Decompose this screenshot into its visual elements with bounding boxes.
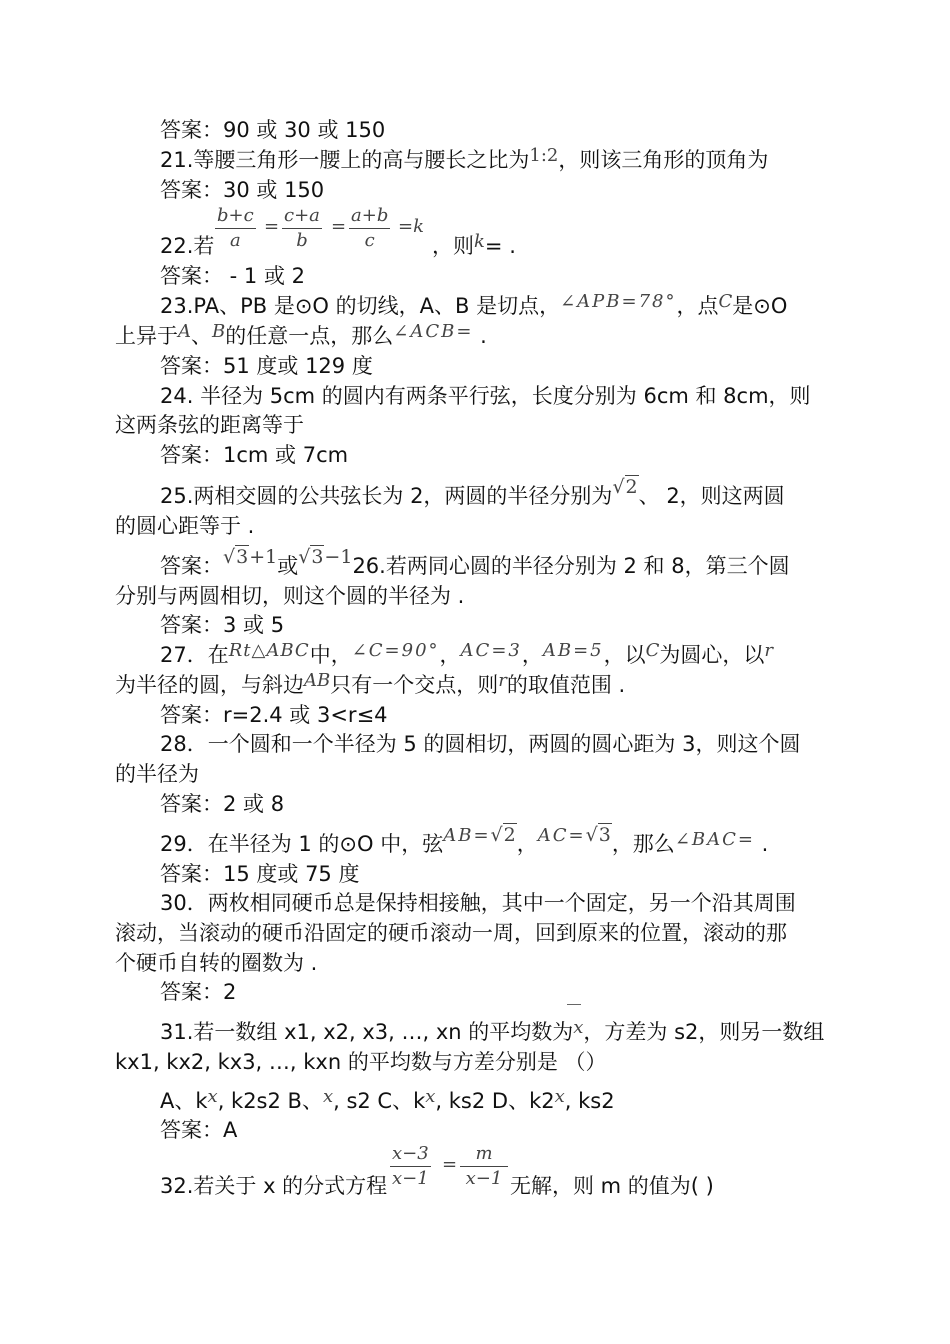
question-30: 30．两枚相同硬币总是保持相接触，其中一个固定，另一个沿其周围 [160,891,796,915]
root-sign: √ [223,546,236,568]
angle-apb: ∠APB=78° [560,291,677,312]
question-21 [160,146,768,176]
point-a: A [178,321,191,342]
angle-acb: ∠ACB= [393,321,474,342]
q23-text-5: 的任意一点，那么 [225,324,394,348]
option-b: , k2s2 B、 [217,1089,323,1113]
fraction-numerator: a+b [349,204,390,229]
question-29 [160,824,769,860]
q27-text-3: ，以 [603,643,646,667]
question-32-prefix: 32.若关于 x 的分式方程 [160,1174,388,1198]
q31-text-2: ，方差为 s2，则另一数组 [583,1020,825,1044]
point-b: B [212,321,226,342]
question-31 [160,1018,824,1048]
q27-text-2: 中， [309,643,352,667]
triangle-abc: Rt△ABC [228,640,310,661]
answer-20: 答案：90 或 30 或 150 [160,118,386,142]
q27-text-6: 只有一个交点，则 [330,673,499,697]
root-sign: √ [490,824,503,846]
ac-equals: AC= [537,825,586,846]
question-27 [160,641,773,671]
point-c: C [718,291,733,312]
var-r: r [498,670,507,691]
q27-end: 的取值范围 . [506,673,626,697]
fraction-numerator: b+c [215,204,256,229]
q23-text-3: 是⊙O [732,294,788,318]
question-25-cont: 的圆心距等于 . [115,514,255,538]
answer-21: 答案：30 或 150 [160,178,325,202]
q22-end: = . [484,234,516,258]
answer-31: 答案：A [160,1118,238,1142]
comma: ， [439,643,461,667]
question-23-cont [115,322,487,352]
question-26: 26.若两同心圆的半径分别为 2 和 8，第三个圆 [352,554,790,578]
fraction-denominator: c [364,230,375,251]
mean-x: x [425,1086,436,1107]
mean-x: x [207,1086,218,1107]
answer-label: 答案： [160,554,223,578]
fraction-numerator: m [460,1142,508,1167]
radicand: 3 [236,546,249,568]
q27-text-4: 为圆心，以 [659,643,765,667]
var-k: k [474,231,485,252]
sqrt-2 [612,476,638,498]
fraction-denominator: b [296,230,308,251]
sqrt-2 [491,824,517,846]
answer-27: 答案：r=2.4 或 3<r≤4 [160,703,388,727]
question-28-cont: 的半径为 [115,762,199,786]
q25-text-2: 、 2，则这两圆 [638,484,785,508]
q29-end: . [754,832,769,856]
mean-x: x [322,1086,334,1107]
question-31-cont: kx1, kx2, kx3, …, kxn 的平均数与方差分别是 （） [115,1050,607,1074]
point-c: C [645,640,660,661]
equals-sign: = [264,216,280,237]
q21-ratio: 1:2 [529,145,559,166]
q27-text-5: 为半径的圆，与斜边 [115,673,304,697]
equals-k: =k [398,216,424,237]
answer-23: 答案：51 度或 129 度 [160,354,373,378]
answer-24: 答案：1cm 或 7cm [160,443,349,467]
segment-ab: AB [304,670,331,691]
q23-text-4: 上异于 [115,324,178,348]
answer-30: 答案：2 [160,980,237,1004]
q25-text: 25.两相交圆的公共弦长为 2，两圆的半径分别为 [160,484,613,508]
comma: ， [516,832,538,856]
q29-text-2: ，那么 [611,832,675,856]
q22-fraction-3 [349,204,390,253]
q23-end: . [473,324,487,348]
question-27-cont [115,671,625,701]
plus-one: +1 [249,546,278,568]
question-24-cont: 这两条弦的距离等于 [115,413,304,437]
var-r: r [764,640,774,661]
angle-bac: ∠BAC= [674,829,755,850]
equals-sign: = [442,1154,458,1175]
q31-text: 31.若一数组 x1, x2, x3, …, xn 的平均数为 [160,1020,574,1044]
q21-text: 21.等腰三角形一腰上的高与腰长之比为 [160,148,530,172]
fraction-denominator: a [229,230,241,251]
q23-text: 23.PA、PB 是⊙O 的切线，A、B 是切点， [160,294,561,318]
q32-fraction-left [390,1142,431,1191]
ab-equals-5: AB=5 [542,640,604,661]
radicand: 3 [598,824,611,846]
question-25 [160,476,785,511]
mean-x: x [554,1086,565,1107]
fraction-denominator: x−1 [392,1168,429,1189]
q22-text: ，则 [432,234,474,258]
q22-fraction-1 [215,204,256,253]
question-23 [160,292,787,322]
question-24: 24. 半径为 5cm 的圆内有两条平行弦，长度分别为 6cm 和 8cm，则 [160,384,811,408]
q21-text-end: ，则该三角形的顶角为 [558,148,769,172]
sqrt-3-plus-1 [223,546,277,568]
root-sign: √ [612,476,625,498]
equals-sign: = [331,216,347,237]
q29-text: 29．在半径为 1 的⊙O 中，弦 [160,832,444,856]
question-32-suffix: 无解，则 m 的值为( ) [510,1174,714,1198]
q31-options [160,1087,615,1117]
fraction-numerator: c+a [282,204,322,229]
q23-sep: 、 [191,324,212,348]
minus-one: −1 [324,546,353,568]
option-c: , s2 C、k [333,1089,426,1113]
sqrt-3 [586,824,612,846]
ac-equals-3: AC=3 [460,640,522,661]
question-26-cont: 分别与两圆相切，则这个圆的半径为 . [115,584,465,608]
or-text: 或 [277,554,299,578]
answer-28: 答案：2 或 8 [160,792,285,816]
answer-29: 答案：15 度或 75 度 [160,862,360,886]
comma: ， [521,643,543,667]
fraction-denominator: x−1 [465,1168,503,1189]
option-d: , ks2 D、k2 [435,1089,555,1113]
q22-prefix: 22.若 [160,234,215,258]
q23-text-2: ，点 [676,294,719,318]
question-30-cont: 滚动，当滚动的硬币沿固定的硬币滚动一周，回到原来的位置，滚动的那 [115,921,787,945]
answer-25 [160,546,790,581]
sqrt-3-minus-1 [298,546,352,568]
radicand: 3 [311,546,324,568]
answer-26: 答案：3 或 5 [160,613,285,637]
mean-bar [567,1004,581,1005]
mean-x: x [573,1017,584,1038]
option-d-end: , ks2 [564,1089,615,1113]
ab-equals: AB= [443,825,491,846]
radicand: 2 [625,476,638,498]
option-a: A、k [160,1089,208,1113]
q32-fraction-right [460,1142,508,1191]
fraction-numerator: x−3 [390,1142,431,1167]
angle-c: ∠C=90° [351,640,440,661]
question-30-cont-2: 个硬币自转的圈数为 . [115,951,318,975]
q22-fraction-2 [282,204,322,253]
root-sign: √ [585,824,598,846]
root-sign: √ [298,546,311,568]
radicand: 2 [503,824,516,846]
q22-suffix [432,232,516,262]
q27-text: 27．在 [160,643,229,667]
answer-22: 答案： - 1 或 2 [160,264,306,288]
question-28: 28．一个圆和一个半径为 5 的圆相切，两圆的圆心距为 3，则这个圆 [160,732,801,756]
